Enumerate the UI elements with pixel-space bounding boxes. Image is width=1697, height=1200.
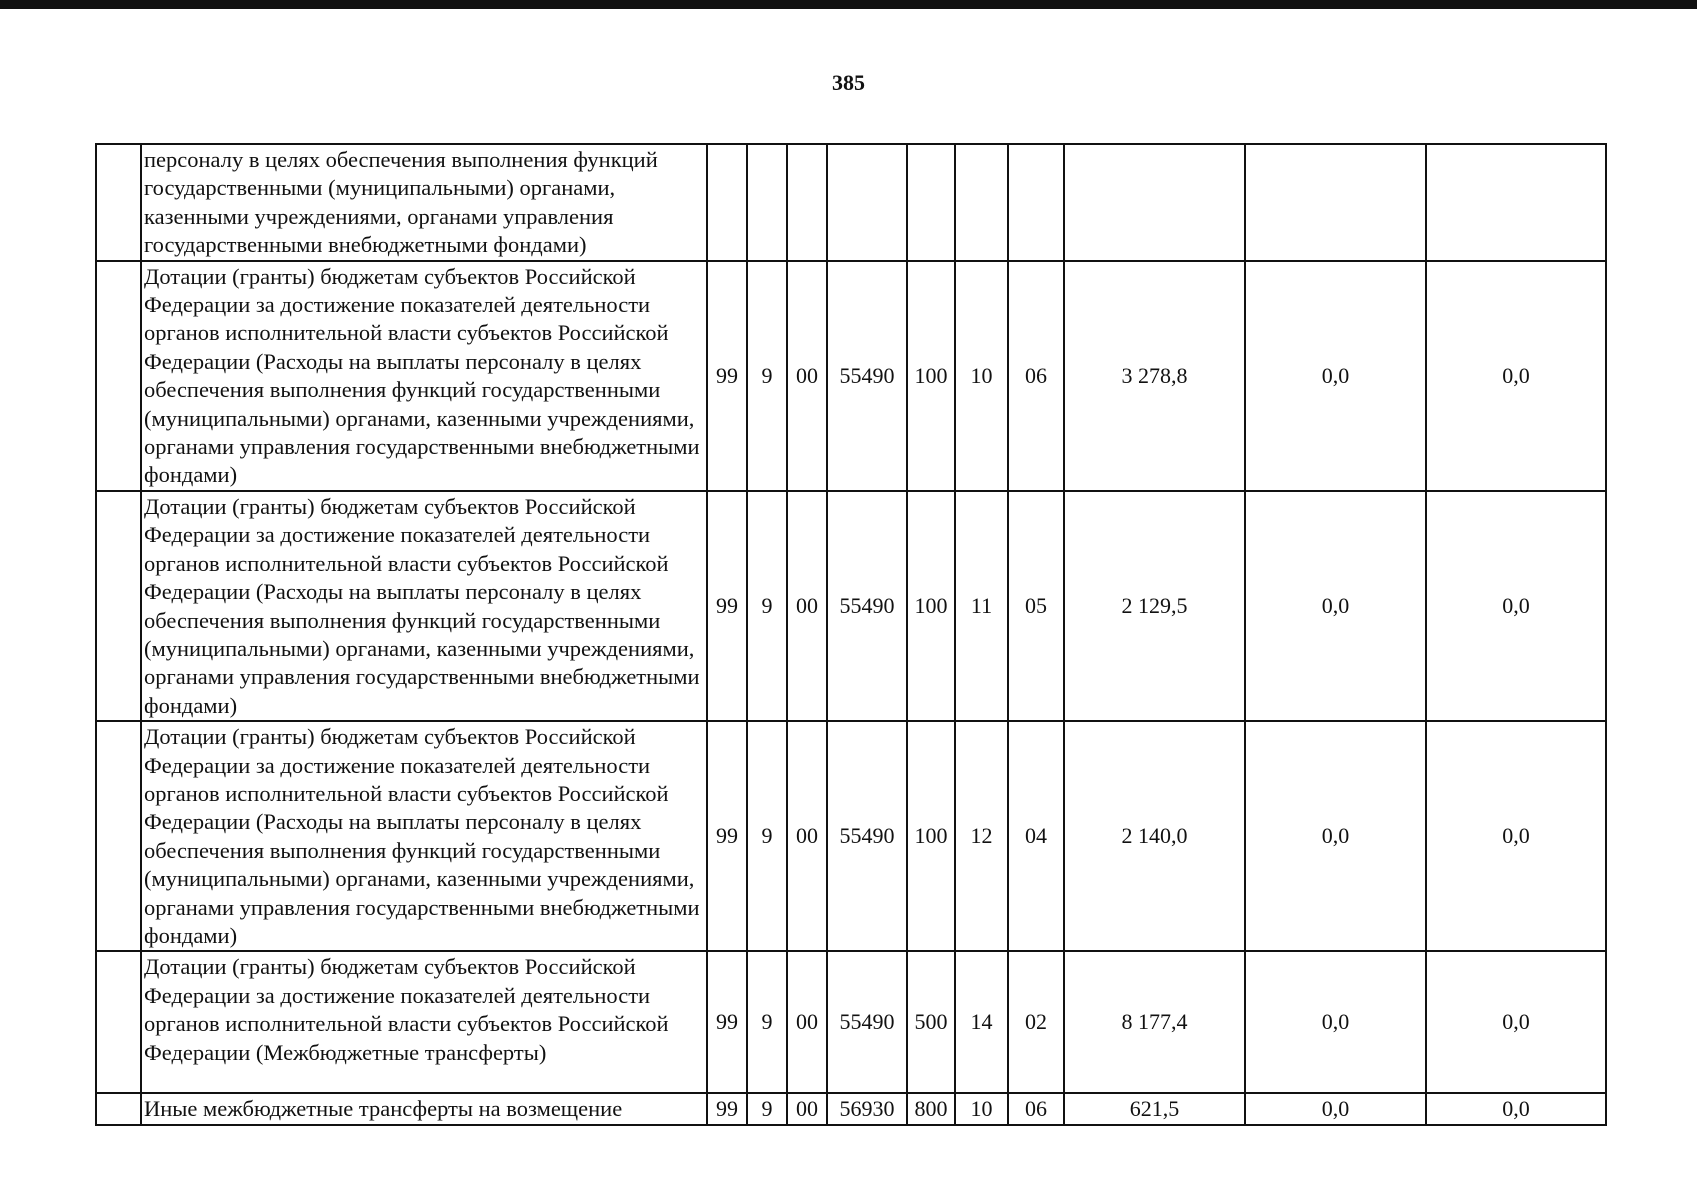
row-index-cell	[96, 721, 141, 951]
table-row	[96, 261, 1606, 491]
table-row	[96, 951, 1606, 1093]
amount-cell: 0,0	[1245, 951, 1426, 1093]
code-cell	[907, 144, 955, 261]
code-cell: 9	[747, 951, 787, 1093]
description-cell: Дотации (гранты) бюджетам субъектов Российской Федерации за достижение показателей деятельности органов исполнительной власти субъектов Российской Федерации (Расходы на выплаты персоналу в целях обеспечения выполнения функций государственными (муниципальными) органами, казенными учреждениями, органами управления государственными внебюджетными фондами)	[141, 491, 707, 721]
amount-cell: 621,5	[1064, 1093, 1245, 1124]
description-cell: Дотации (гранты) бюджетам субъектов Российской Федерации за достижение показателей деятельности органов исполнительной власти субъектов Российской Федерации (Межбюджетные трансферты)	[141, 951, 707, 1093]
code-cell: 04	[1008, 721, 1064, 951]
row-index-cell	[96, 1093, 141, 1124]
code-cell: 100	[907, 261, 955, 491]
code-cell: 9	[747, 1093, 787, 1124]
code-cell: 00	[787, 491, 827, 721]
code-cell: 05	[1008, 491, 1064, 721]
code-cell: 500	[907, 951, 955, 1093]
code-cell: 06	[1008, 1093, 1064, 1124]
description-cell: Иные межбюджетные трансферты на возмещение	[141, 1093, 707, 1124]
code-cell: 00	[787, 1093, 827, 1124]
code-cell: 55490	[827, 261, 907, 491]
code-cell: 99	[707, 1093, 747, 1124]
table-row	[96, 491, 1606, 721]
amount-cell: 0,0	[1426, 721, 1606, 951]
description-cell: Дотации (гранты) бюджетам субъектов Российской Федерации за достижение показателей деятельности органов исполнительной власти субъектов Российской Федерации (Расходы на выплаты персоналу в целях обеспечения выполнения функций государственными (муниципальными) органами, казенными учреждениями, органами управления государственными внебюджетными фондами)	[141, 721, 707, 951]
amount-cell	[1426, 144, 1606, 261]
page-number: 385	[832, 70, 865, 95]
code-cell: 9	[747, 491, 787, 721]
amount-cell: 0,0	[1245, 1093, 1426, 1124]
code-cell: 800	[907, 1093, 955, 1124]
row-index-cell	[96, 261, 141, 491]
amount-cell	[1064, 144, 1245, 261]
code-cell: 02	[1008, 951, 1064, 1093]
row-index-cell	[96, 144, 141, 261]
amount-cell: 2 140,0	[1064, 721, 1245, 951]
code-cell: 99	[707, 721, 747, 951]
code-cell	[787, 144, 827, 261]
budget-table	[95, 143, 1607, 1126]
code-cell: 11	[955, 491, 1008, 721]
code-cell: 9	[747, 721, 787, 951]
code-cell: 100	[907, 491, 955, 721]
code-cell: 06	[1008, 261, 1064, 491]
code-cell: 10	[955, 1093, 1008, 1124]
code-cell	[955, 144, 1008, 261]
code-cell: 00	[787, 261, 827, 491]
code-cell: 99	[707, 491, 747, 721]
code-cell: 99	[707, 261, 747, 491]
amount-cell	[1245, 144, 1426, 261]
amount-cell: 0,0	[1426, 1093, 1606, 1124]
row-index-cell	[96, 951, 141, 1093]
code-cell: 56930	[827, 1093, 907, 1124]
code-cell: 55490	[827, 951, 907, 1093]
code-cell: 12	[955, 721, 1008, 951]
code-cell	[1008, 144, 1064, 261]
amount-cell: 8 177,4	[1064, 951, 1245, 1093]
code-cell	[707, 144, 747, 261]
code-cell: 55490	[827, 721, 907, 951]
amount-cell: 0,0	[1426, 261, 1606, 491]
code-cell: 14	[955, 951, 1008, 1093]
amount-cell: 0,0	[1426, 491, 1606, 721]
amount-cell: 2 129,5	[1064, 491, 1245, 721]
table-row	[96, 1093, 1606, 1124]
amount-cell: 0,0	[1245, 261, 1426, 491]
table-row	[96, 721, 1606, 951]
code-cell: 9	[747, 261, 787, 491]
row-index-cell	[96, 491, 141, 721]
code-cell: 100	[907, 721, 955, 951]
amount-cell: 0,0	[1245, 491, 1426, 721]
code-cell: 00	[787, 721, 827, 951]
amount-cell: 3 278,8	[1064, 261, 1245, 491]
amount-cell: 0,0	[1245, 721, 1426, 951]
table-row	[96, 144, 1606, 261]
amount-cell: 0,0	[1426, 951, 1606, 1093]
scan-top-border	[0, 0, 1697, 9]
code-cell: 10	[955, 261, 1008, 491]
description-cell: персоналу в целях обеспечения выполнения функций государственными (муниципальными) органами, казенными учреждениями, органами управления государственными внебюджетными фондами)	[141, 144, 707, 261]
description-cell: Дотации (гранты) бюджетам субъектов Российской Федерации за достижение показателей деятельности органов исполнительной власти субъектов Российской Федерации (Расходы на выплаты персоналу в целях обеспечения выполнения функций государственными (муниципальными) органами, казенными учреждениями, органами управления государственными внебюджетными фондами)	[141, 261, 707, 491]
code-cell	[747, 144, 787, 261]
code-cell: 55490	[827, 491, 907, 721]
code-cell	[827, 144, 907, 261]
code-cell: 99	[707, 951, 747, 1093]
code-cell: 00	[787, 951, 827, 1093]
